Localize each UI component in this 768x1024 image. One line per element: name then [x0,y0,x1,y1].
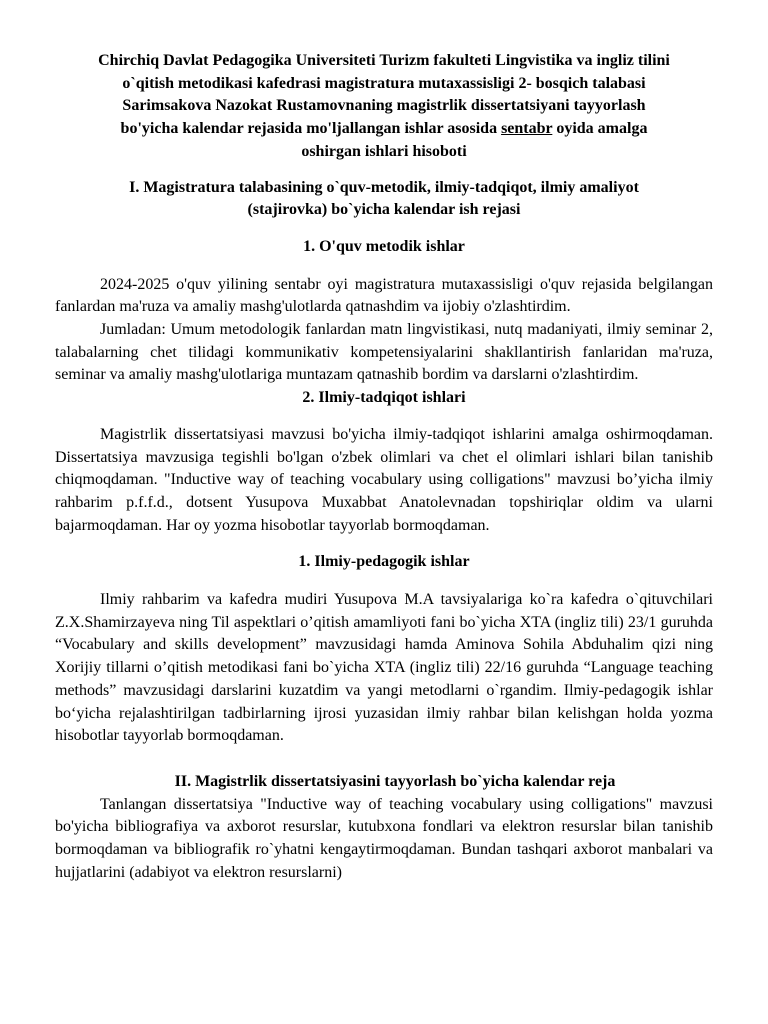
subsection-2-heading: 2. Ilmiy-tadqiqot ishlari [302,389,466,407]
subsection-3-heading: 1. Ilmiy-pedagogik ishlar [298,553,470,571]
subsection-1-heading: 1. O'quv metodik ishlar [303,237,465,255]
section-1-heading [55,177,713,222]
subsection-1-paragraph: Jumladan: Umum metodologik fanlardan matn lingvistikasi, nutq madaniyati, ilmiy seminar 2, talabalarning chet tilidagi kommunikativ kompetensiyalarini shakllantirish fanlaridan ma'ruza, seminar va amaliy mashg'ulotlariga muntazam qatnashib bordim va darslarni o'zlashtirdim. [55,321,713,384]
section-1-heading-line-1: I. Magistratura talabasining o`quv-metodik, ilmiy-tadqiqot, ilmiy amaliyot [129,178,639,196]
title-line-1: Chirchiq Davlat Pedagogika Universiteti Turizm fakulteti Lingvistika va ingliz tilini [98,52,670,69]
title-line-5: oshirgan ishlari hisoboti [301,142,467,160]
title-month: sentabr [501,120,553,138]
subsection-2-paragraph: Magistrlik dissertatsiyasi mavzusi bo'yicha ilmiy-tadqiqot ishlarini amalga oshirmoqdaman. Dissertatsiya mavzusiga tegishli bo'lgan o'zbek olimlari va chet el olimlari ishlari bilan tanishib chiqmoqdaman. "Inductive way of teaching vocabulary using colligations" mavzusi bo’yicha ilmiy rahbarim p.f.f.d., dotsent Yusupova Muxabbat Anatolevnadan topshiriqlar oldim va ularni bajarmoqdaman. Har oy yozma hisobotlar tayyorlab bormoqdaman. [55,425,713,534]
subsection-1-paragraph: 2024-2025 o'quv yilining sentabr oyi magistratura mutaxassisligi o'quv rejasida belgilangan fanlardan ma'ruza va amaliy mashg'ulotlarda qatnashdim va ijobiy o'zlashtirdim. [55,275,713,316]
title-line-4-end: oyida amalga [552,120,648,138]
section-2-heading: II. Magistrlik dissertatsiyasini tayyorlash bo`yicha kalendar reja [174,772,616,790]
section-1-heading-line-2: (stajirovka) bo`yicha kalendar ish rejasi [247,201,521,219]
section-2-paragraph: Tanlangan dissertatsiya "Inductive way of teaching vocabulary using colligations" mavzusi bo'yicha bibliografiya va axborot resurslar, kutubxona fondlari va elektron resurslar bilan tanishib bormoqdaman va bibliografik ro`yhatni kengaytirmoqdaman. Bundan tashqari axborot manbalari va hujjatlarini (adabiyot va elektron resurslarni) [55,795,713,881]
title-line-3: Sarimsakova Nazokat Rustamovnaning magistrlik dissertatsiyani tayyorlash [122,97,646,115]
title-line-2: o`qitish metodikasi kafedrasi magistratura mutaxassisligi 2- bosqich talabasi [122,74,646,92]
report-title [55,50,713,164]
subsection-3-paragraph: Ilmiy rahbarim va kafedra mudiri Yusupova M.A tavsiyalariga ko`ra kafedra o`qituvchilari Z.X.Shamirzayeva ning Til aspektlari o’qitish amamliyoti fani bo`yicha XTA (ingliz tili) 23/1 guruhda “Vocabulary and skills development” mavzusidagi hamda Aminova Sohila Abduhalim qizi ning Xorijiy tillarni o’qitish metodikasi fani bo`yicha XTA (ingliz tili) 22/16 guruhda “Language teaching methods” mavzusidagi darslarini kuzatdim va yangi metodlarni o`rgandim. Ilmiy-pedagogik ishlar bo‘yicha rejalashtirilgan tadbirlarning ijrosi yuzasidan ilmiy rahbar bilan kelishgan holda yozma hisobotlar tayyorlab bormoqdaman. [55,591,713,745]
title-line-4-start: bo'yicha kalendar rejasida mo'ljallangan ishlar asosida [120,120,502,138]
